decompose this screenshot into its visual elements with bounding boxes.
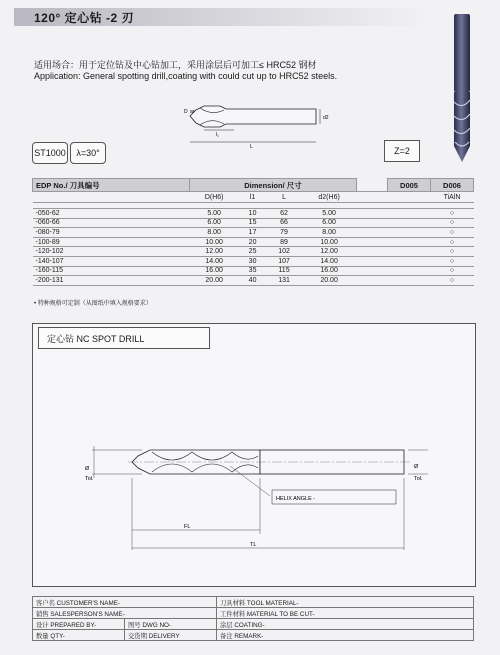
label-d2: d2	[323, 115, 329, 121]
remark-field[interactable]: 备注 REMARK-	[217, 630, 474, 641]
label-L: L	[250, 144, 253, 150]
table-row: -060-66 6.00 15 66 6.00 ○	[33, 218, 474, 228]
tol-right: Tol.	[414, 476, 423, 482]
table-row: -200-131 20.00 40 131 20.00 ○	[33, 276, 474, 286]
dimension-drawing	[186, 96, 341, 156]
delivery-field[interactable]: 交货期 DELIVERY	[125, 630, 217, 641]
custom-spec-note: • 特种规格可定制（从图纸中填入规格要求）	[34, 301, 152, 307]
d005-header: D005	[388, 179, 431, 192]
table-row: -100-89 10.00 20 89 10.00 ○	[33, 237, 474, 247]
spec-table	[32, 178, 474, 286]
dia-right: Ø	[414, 464, 419, 470]
order-form	[32, 596, 474, 641]
angle-badge: λ=30°	[70, 142, 106, 164]
coating-field[interactable]: 涂层 COATING-	[217, 619, 474, 630]
page-title: 120° 定心钻 -2 刃	[34, 11, 134, 25]
d006-header: D006	[431, 179, 474, 192]
salesperson-field[interactable]: 销售 SALESPERSON'S NAME-	[33, 608, 217, 619]
sub-d: D(H6)	[190, 192, 239, 203]
label-l1: l₁	[216, 132, 219, 138]
flute-badge: Z=2	[384, 140, 420, 162]
sub-coating: TiAlN	[431, 192, 474, 203]
table-row: -120-102 12.00 25 102 12.00 ○	[33, 247, 474, 257]
sub-d2: d2(H6)	[302, 192, 357, 203]
helix-label: HELIX ANGLE -	[276, 496, 316, 502]
spot-drill-drawing	[80, 430, 440, 570]
dimension-header: Dimension/ 尺寸	[190, 179, 357, 192]
spot-drill-title: 定心钻 NC SPOT DRILL	[38, 327, 210, 349]
edp-header: EDP No./ 刀具编号	[33, 179, 190, 192]
table-row: -140-107 14.00 30 107 14.00 ○	[33, 256, 474, 266]
tool-material-field[interactable]: 刀具材料 TOOL MATERIAL-	[217, 597, 474, 608]
dwg-no-field[interactable]: 图号 DWG NO-	[125, 619, 217, 630]
material-to-cut-field[interactable]: 工件材料 MATERIAL TO BE CUT-	[217, 608, 474, 619]
drill-photo	[447, 14, 477, 164]
sub-L: L	[266, 192, 301, 203]
dia-left: Ø	[85, 466, 90, 472]
qty-field[interactable]: 数量 QTY-	[33, 630, 125, 641]
label-d: D	[184, 109, 188, 115]
table-row: -080-79 8.00 17 79 8.00 ○	[33, 228, 474, 238]
application-cn: 适用场合：用于定位钻及中心钻加工，采用涂层后可加工≤ HRC52 钢材	[34, 60, 317, 70]
customer-name-field[interactable]: 客户名 CUSTOMER'S NAME-	[33, 597, 217, 608]
fl-label: FL	[184, 524, 191, 530]
application-en: Application: General spotting drill,coating with could cut up to HRC52 steels.	[34, 71, 338, 81]
label-ar: ar	[190, 109, 195, 115]
table-row: -160-115 16.00 35 115 16.00 ○	[33, 266, 474, 276]
coating-badge: ST1000	[32, 142, 68, 164]
prepared-by-field[interactable]: 设计 PREPARED BY-	[33, 619, 125, 630]
tol-left: Tol.	[85, 476, 94, 482]
sub-l1: l1	[239, 192, 267, 203]
table-row: -050-62 5.00 10 62 5.00 ○	[33, 209, 474, 219]
tl-label: TL	[250, 542, 257, 548]
